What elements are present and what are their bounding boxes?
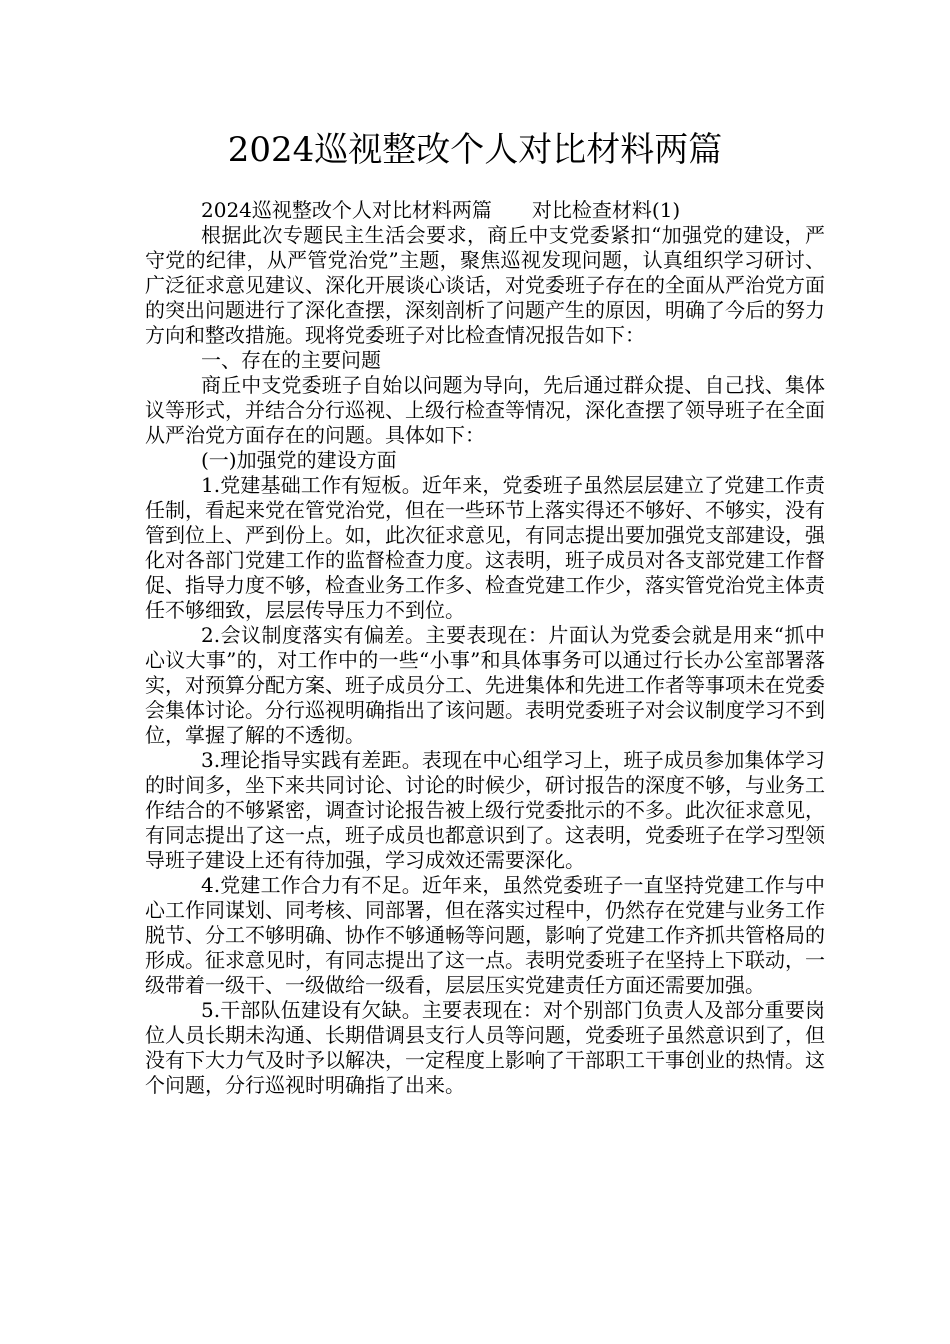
paragraph-item-3: 3.理论指导实践有差距。表现在中心组学习上，班子成员参加集体学习的时间多，坐下来共同讨论、讨论的时候少，研讨报告的深度不够，与业务工作结合的不够紧密，调查讨论报告被上级行党委批示的不多。此次征求意见，有同志提出了这一点，班子成员也都意识到了。这表明，党委班子在学习型领导班子建设上还有待加强，学习成效还需要深化。: [145, 748, 825, 872]
section-heading-main-problems: 一、存在的主要问题: [201, 348, 381, 372]
subsection-heading-party-building: (一)加强党的建设方面: [201, 448, 397, 472]
paragraph-item-4: 4.党建工作合力有不足。近年来，虽然党委班子一直坚持党建工作与中心工作同谋划、同考核、同部署，但在落实过程中，仍然存在党建与业务工作脱节、分工不够明确、协作不够通畅等问题，影响了党建工作齐抓共管格局的形成。征求意见时，有同志提出了这一点。表明党委班子在坚持上下联动，一级带着一级干、一级做给一级看，层层压实党建责任方面还需要加强。: [145, 873, 825, 997]
document-title: 2024巡视整改个人对比材料两篇: [227, 130, 723, 170]
paragraph-item-2: 2.会议制度落实有偏差。主要表现在：片面认为党委会就是用来“抓中心议大事”的，对工作中的一些“小事”和具体事务可以通过行长办公室部署落实，对预算分配方案、班子成员分工、先进集体和先进工作者等事项未在党委会集体讨论。分行巡视明确指出了该问题。表明党委班子对会议制度学习不到位，掌握了解的不透彻。: [145, 623, 825, 747]
paragraph-item-5: 5.干部队伍建设有欠缺。主要表现在：对个别部门负责人及部分重要岗位人员长期未沟通、长期借调县支行人员等问题，党委班子虽然意识到了，但没有下大力气及时予以解决，一定程度上影响了干部职工干事创业的热情。这个问题，分行巡视时明确指了出来。: [145, 998, 825, 1097]
paragraph-intro: 根据此次专题民主生活会要求，商丘中支党委紧扣“加强党的建设，严守党的纪律，从严管党治党”主题，聚焦巡视发现问题，认真组织学习研讨、广泛征求意见建议、深化开展谈心谈话，对党委班子存在的全面从严治党方面的突出问题进行了深化查摆，深刻剖析了问题产生的原因，明确了今后的努力方向和整改措施。现将党委班子对比检查情况报告如下：: [145, 223, 825, 347]
document-subtitle: 2024巡视整改个人对比材料两篇 对比检查材料(1): [201, 198, 681, 222]
paragraph-overview: 商丘中支党委班子自始以问题为导向，先后通过群众提、自己找、集体议等形式，并结合分行巡视、上级行检查等情况，深化查摆了领导班子在全面从严治党方面存在的问题。具体如下：: [145, 373, 825, 447]
paragraph-item-1: 1.党建基础工作有短板。近年来，党委班子虽然层层建立了党建工作责任制，看起来党在管党治党，但在一些环节上落实得还不够好、不够实，没有管到位上、严到份上。如，此次征求意见，有同志提出要加强党支部建设，强化对各部门党建工作的监督检查力度。这表明，班子成员对各支部党建工作督促、指导力度不够，检查业务工作多、检查党建工作少，落实管党治党主体责任不够细致，层层传导压力不到位。: [145, 473, 825, 622]
document-body: [145, 198, 825, 1098]
